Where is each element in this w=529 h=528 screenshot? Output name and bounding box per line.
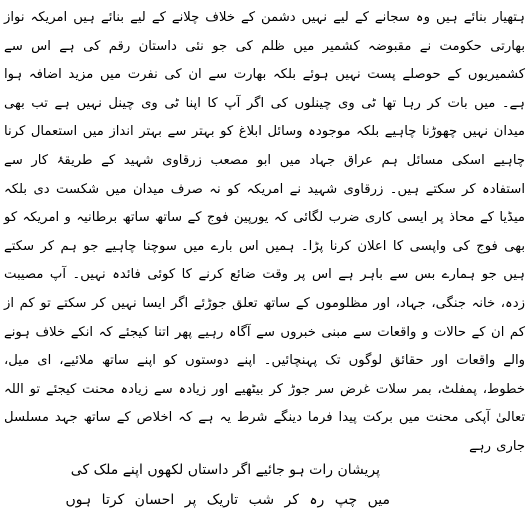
verse-line-1: پریشان رات ہو جائیے اگر داستاں لکھوں اپنے ملک کی [70,462,380,478]
document-page [4,4,525,524]
body-paragraph: ہتھیار بنائے ہیں وہ سجانے کے لیے نہیں دشمن کے خلاف چلانے کے لیے بنائے ہیں امریکہ نواز بھارتی حکومت نے مقبوضہ کشمیر میں ظلم کی جو نئی داستان رقم کی ہے اس سے کشمیریوں کے حوصلے پست نہیں ہوئے بلکہ بھارت سے ان کی نفرت میں مزید اضافہ ہوا ہے۔ میں بات کر رہا تھا ٹی وی چینلوں کی اگر آپ کا اپنا ٹی وی چینل نہیں ہے تب بھی میدان نہیں چھوڑنا چاہیے بلکہ موجودہ وسائل ابلاغ کو بہتر سے بہتر انداز میں استعمال کرنا چاہیے اسکی مسائل ہم عراق جہاد میں ابو مصعب زرقاوی شہید کے طریقۂ کار سے استفادہ کر سکتے ہیں۔ زرقاوی شہید نے امریکہ کو نہ صرف میدان میں شکست دی بلکہ میڈیا کے محاذ پر ایسی کاری ضرب لگائی کہ یورپین فوج کے ساتھ ساتھ برطانیہ و امریکہ کو بھی فوج کی واپسی کا اعلان کرنا پڑا۔ ہمیں اس بارے میں سوچنا چاہیے جو ہم کر سکتے ہیں جو ہمارے بس سے باہر ہے اس پر وقت ضائع کرنے کا کوئی فائدہ نہیں۔ آپ مصیبت زدہ، خانہ جنگی، جہاد، اور مظلوموں کے ساتھ تعلق جوڑئے اگر ایسا نہیں کر سکتے تو کم از کم ان کے حالات و واقعات سے مبنی خبروں سے آگاہ رہیے پھر اتنا کیجئے کہ انکے خلاف ہونے والے واقعات اور حقائق لوگوں تک پہنچائیں۔ اپنے دوستوں کو اپنے ساتھ ملائیے، ای میل، خطوط، پمفلٹ، بمر سلات غرض سر جوڑ کر بیٹھیے اور زیادہ سے زیادہ محنت کیجئے تو اللہ تعالیٰ آپکی محنت میں برکت پیدا فرما دینگے شرط یہ ہے کہ اخلاص کے ساتھ جہد مسلسل جاری رہے [4,10,525,454]
verse-line-2: میں چپ رہ کر شب تاریک پر احسان کرتا ہوں [65,492,390,508]
